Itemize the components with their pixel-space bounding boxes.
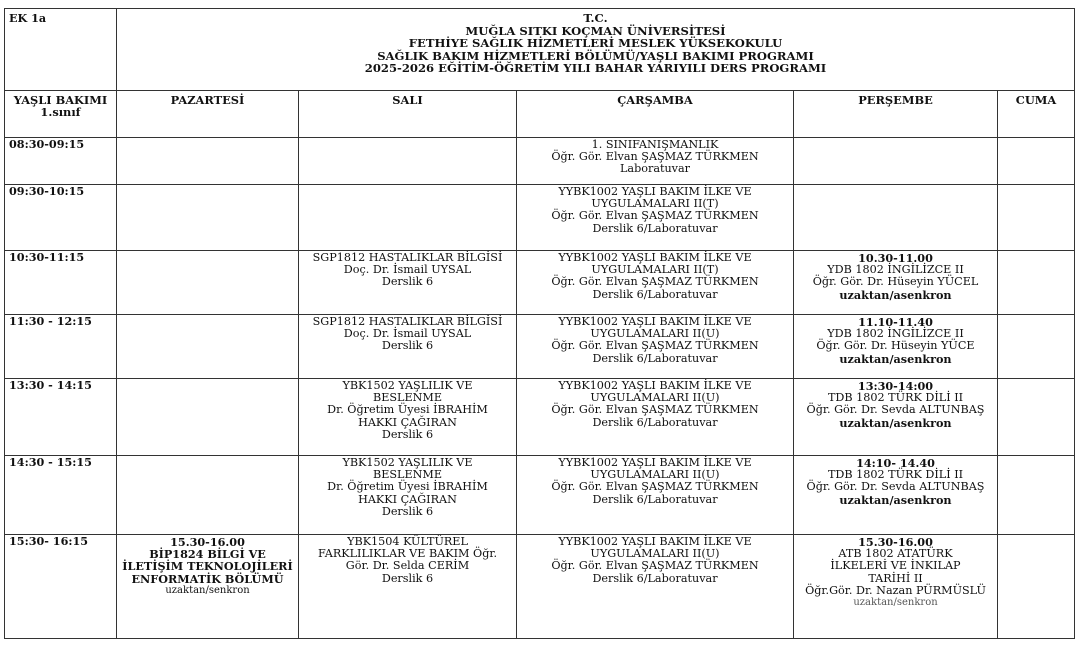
- cell-line: Öğr. Gör. Dr. Hüseyin YÜCE: [816, 339, 975, 353]
- header-line: 2025-2026 EĞİTİM-ÖĞRETİM YILI BAHAR YARIYILI DERS PROGRAMI: [364, 61, 827, 76]
- day-friday: CUMA: [998, 91, 1075, 138]
- cell-thursday: [794, 535, 998, 639]
- cell-line: İLETİŞİM TEKNOLOJİLERİ: [122, 559, 293, 574]
- time-slot: 10:30-11:15: [5, 251, 117, 315]
- cell-line: Öğr.Gör. Dr. Nazan PÜRMÜSLÜ: [805, 583, 986, 597]
- cell-monday: [117, 315, 299, 379]
- cell-line: UYGULAMALARI II(U): [590, 391, 720, 405]
- cell-line: Derslik 6: [381, 339, 434, 353]
- cell-line: uzaktan/asenkron: [839, 351, 952, 366]
- title-row: [5, 9, 1075, 91]
- cell-line: 15.30-16.00: [858, 535, 933, 549]
- cell-line: Öğr. Gör. Elvan ŞAŞMAZ TÜRKMEN: [551, 403, 759, 417]
- cell-line: HAKKI ÇAĞIRAN: [358, 492, 457, 506]
- document-header: [117, 9, 1075, 91]
- cell-tuesday: [299, 535, 517, 639]
- cell-line: YYBK1002 YAŞLI BAKIM İLKE VE: [558, 456, 752, 469]
- schedule-table: [4, 8, 1075, 639]
- cell-wednesday: [517, 456, 794, 535]
- cell-line: Derslik 6/Laboratuvar: [592, 571, 718, 585]
- cell-line: Dr. Öğretim Üyesi İBRAHİM: [327, 480, 488, 494]
- header-line: FETHİYE SAĞLIK HİZMETLERİ MESLEK YÜKSEKOKULU: [408, 36, 783, 51]
- cell-line: TDB 1802 TÜRK DİLİ II: [827, 391, 964, 405]
- cell-line: BİP1824 BİLGİ VE: [149, 547, 266, 562]
- cell-friday: [998, 138, 1075, 185]
- schedule-row: [5, 535, 1075, 639]
- cell-wednesday: [517, 185, 794, 251]
- cell-line: TARİHİ II: [868, 571, 923, 585]
- cell-thursday: [794, 379, 998, 456]
- cell-line: uzaktan/senkron: [853, 597, 938, 609]
- cell-thursday: [794, 315, 998, 379]
- cell-friday: [998, 535, 1075, 639]
- cell-line: Doç. Dr. İsmail UYSAL: [343, 263, 472, 277]
- cell-line: BESLENME: [372, 468, 443, 482]
- time-slot: 11:30 - 12:15: [5, 315, 117, 379]
- cell-line: Derslik 6/Laboratuvar: [592, 415, 718, 429]
- annex-label: EK 1a: [5, 9, 117, 91]
- cell-line: Öğr. Gör. Dr. Hüseyin YÜCEL: [812, 275, 979, 289]
- cell-line: uzaktan/asenkron: [839, 492, 952, 507]
- program-label: YAŞLI BAKIMI 1.sınıf: [5, 91, 117, 138]
- cell-line: ATB 1802 ATATÜRK: [838, 547, 953, 561]
- cell-line: YYBK1002 YAŞLI BAKIM İLKE VE: [558, 315, 752, 328]
- cell-line: Derslik 6: [381, 571, 434, 585]
- cell-line: YBK1504 KÜLTÜREL: [347, 535, 468, 548]
- schedule-row: [5, 138, 1075, 185]
- cell-tuesday: [299, 185, 517, 251]
- time-slot: 08:30-09:15: [5, 138, 117, 185]
- cell-line: Laboratuvar: [619, 162, 691, 176]
- cell-wednesday: [517, 379, 794, 456]
- time-slot: 13:30 - 14:15: [5, 379, 117, 456]
- cell-friday: [998, 315, 1075, 379]
- cell-line: Öğr. Gör. Dr. Sevda ALTUNBAŞ: [806, 403, 985, 417]
- cell-line: YBK1502 YAŞLILIK VE: [342, 379, 473, 392]
- schedule-row: [5, 379, 1075, 456]
- schedule-row: [5, 185, 1075, 251]
- cell-tuesday: [299, 379, 517, 456]
- time-slot: 09:30-10:15: [5, 185, 117, 251]
- cell-line: 13:30-14:00: [857, 379, 934, 393]
- cell-line: Derslik 6/Laboratuvar: [592, 492, 718, 506]
- schedule-row: [5, 251, 1075, 315]
- cell-line: UYGULAMALARI II(T): [591, 197, 719, 211]
- cell-line: Dr. Öğretim Üyesi İBRAHİM: [327, 403, 488, 417]
- cell-tuesday: [299, 456, 517, 535]
- cell-line: HAKKI ÇAĞIRAN: [358, 415, 457, 429]
- cell-line: 10.30-11.00: [858, 251, 933, 265]
- cell-line: Derslik 6: [381, 427, 434, 441]
- day-monday: PAZARTESİ: [117, 91, 299, 138]
- header-line: MUĞLA SITKI KOÇMAN ÜNİVERSİTESİ: [465, 23, 726, 38]
- cell-wednesday: [517, 138, 794, 185]
- cell-line: Öğr. Gör. Elvan ŞAŞMAZ TÜRKMEN: [551, 209, 759, 223]
- cell-line: Öğr. Gör. Elvan ŞAŞMAZ TÜRKMEN: [551, 275, 759, 289]
- cell-line: Öğr. Gör. Elvan ŞAŞMAZ TÜRKMEN: [551, 480, 759, 494]
- cell-thursday: [794, 251, 998, 315]
- header-line: T.C.: [583, 11, 608, 25]
- cell-line: Öğr. Gör. Elvan ŞAŞMAZ TÜRKMEN: [551, 150, 759, 164]
- cell-line: YDB 1802 İNGİLİZCE II: [827, 263, 964, 277]
- day-wednesday: ÇARŞAMBA: [517, 91, 794, 138]
- cell-friday: [998, 456, 1075, 535]
- cell-line: YYBK1002 YAŞLI BAKIM İLKE VE: [558, 535, 752, 548]
- cell-line: 15.30-16.00: [170, 535, 245, 549]
- cell-line: Derslik 6/Laboratuvar: [592, 221, 718, 235]
- cell-line: SGP1812 HASTALIKLAR BİLGİSİ: [312, 251, 503, 264]
- cell-monday: [117, 535, 299, 639]
- day-tuesday: SALI: [299, 91, 517, 138]
- cell-tuesday: [299, 251, 517, 315]
- cell-line: YYBK1002 YAŞLI BAKIM İLKE VE: [558, 379, 752, 392]
- cell-line: YYBK1002 YAŞLI BAKIM İLKE VE: [558, 251, 752, 264]
- cell-line: uzaktan/senkron: [165, 584, 250, 596]
- cell-line: Derslik 6: [381, 275, 434, 289]
- cell-monday: [117, 251, 299, 315]
- cell-line: UYGULAMALARI II(U): [590, 327, 720, 341]
- cell-friday: [998, 251, 1075, 315]
- schedule-row: [5, 315, 1075, 379]
- time-slot: 14:30 - 15:15: [5, 456, 117, 535]
- cell-line: YDB 1802 İNGİLİZCE II: [827, 327, 964, 341]
- cell-thursday: [794, 185, 998, 251]
- cell-line: Öğr. Gör. Elvan ŞAŞMAZ TÜRKMEN: [551, 339, 759, 353]
- cell-friday: [998, 379, 1075, 456]
- cell-line: Derslik 6/Laboratuvar: [592, 351, 718, 365]
- cell-line: Öğr. Gör. Dr. Sevda ALTUNBAŞ: [806, 480, 985, 494]
- header-line: SAĞLIK BAKIM HİZMETLERİ BÖLÜMÜ/YAŞLI BAKIMI PROGRAMI: [377, 48, 814, 63]
- cell-line: Derslik 6: [381, 504, 434, 518]
- cell-line: FARKLILIKLAR VE BAKIM Öğr.: [317, 547, 498, 561]
- cell-tuesday: [299, 138, 517, 185]
- cell-line: BESLENME: [372, 391, 443, 405]
- cell-line: TDB 1802 TÜRK DİLİ II: [827, 468, 964, 482]
- cell-wednesday: [517, 251, 794, 315]
- cell-line: Doç. Dr. İsmail UYSAL: [343, 327, 472, 341]
- cell-line: YYBK1002 YAŞLI BAKIM İLKE VE: [558, 185, 752, 198]
- cell-friday: [998, 185, 1075, 251]
- cell-line: ENFORMATİK BÖLÜMÜ: [131, 571, 284, 586]
- cell-line: UYGULAMALARI II(U): [590, 468, 720, 482]
- cell-monday: [117, 185, 299, 251]
- cell-line: SGP1812 HASTALIKLAR BİLGİSİ: [312, 315, 503, 328]
- cell-line: İLKELERİ VE İNKILAP: [830, 559, 961, 573]
- day-thursday: PERŞEMBE: [794, 91, 998, 138]
- cell-monday: [117, 456, 299, 535]
- cell-line: 1. SINIFANIŞMANLIK: [591, 138, 719, 151]
- cell-monday: [117, 138, 299, 185]
- schedule-row: [5, 456, 1075, 535]
- cell-line: 14:10- 14.40: [856, 456, 935, 470]
- cell-tuesday: [299, 315, 517, 379]
- cell-line: Derslik 6/Laboratuvar: [592, 287, 718, 301]
- cell-line: Gör. Dr. Selda CERİM: [345, 559, 470, 573]
- cell-line: uzaktan/asenkron: [839, 415, 952, 430]
- cell-thursday: [794, 138, 998, 185]
- cell-line: uzaktan/asenkron: [839, 287, 952, 302]
- cell-thursday: [794, 456, 998, 535]
- cell-monday: [117, 379, 299, 456]
- cell-wednesday: [517, 315, 794, 379]
- cell-wednesday: [517, 535, 794, 639]
- schedule-body: [5, 138, 1075, 639]
- cell-line: Öğr. Gör. Elvan ŞAŞMAZ TÜRKMEN: [551, 559, 759, 573]
- time-slot: 15:30- 16:15: [5, 535, 117, 639]
- cell-line: 11.10-11.40: [858, 315, 933, 329]
- cell-line: YBK1502 YAŞLILIK VE: [342, 456, 473, 469]
- cell-line: UYGULAMALARI II(U): [590, 547, 720, 561]
- cell-line: UYGULAMALARI II(T): [591, 263, 719, 277]
- day-header-row: [5, 91, 1075, 138]
